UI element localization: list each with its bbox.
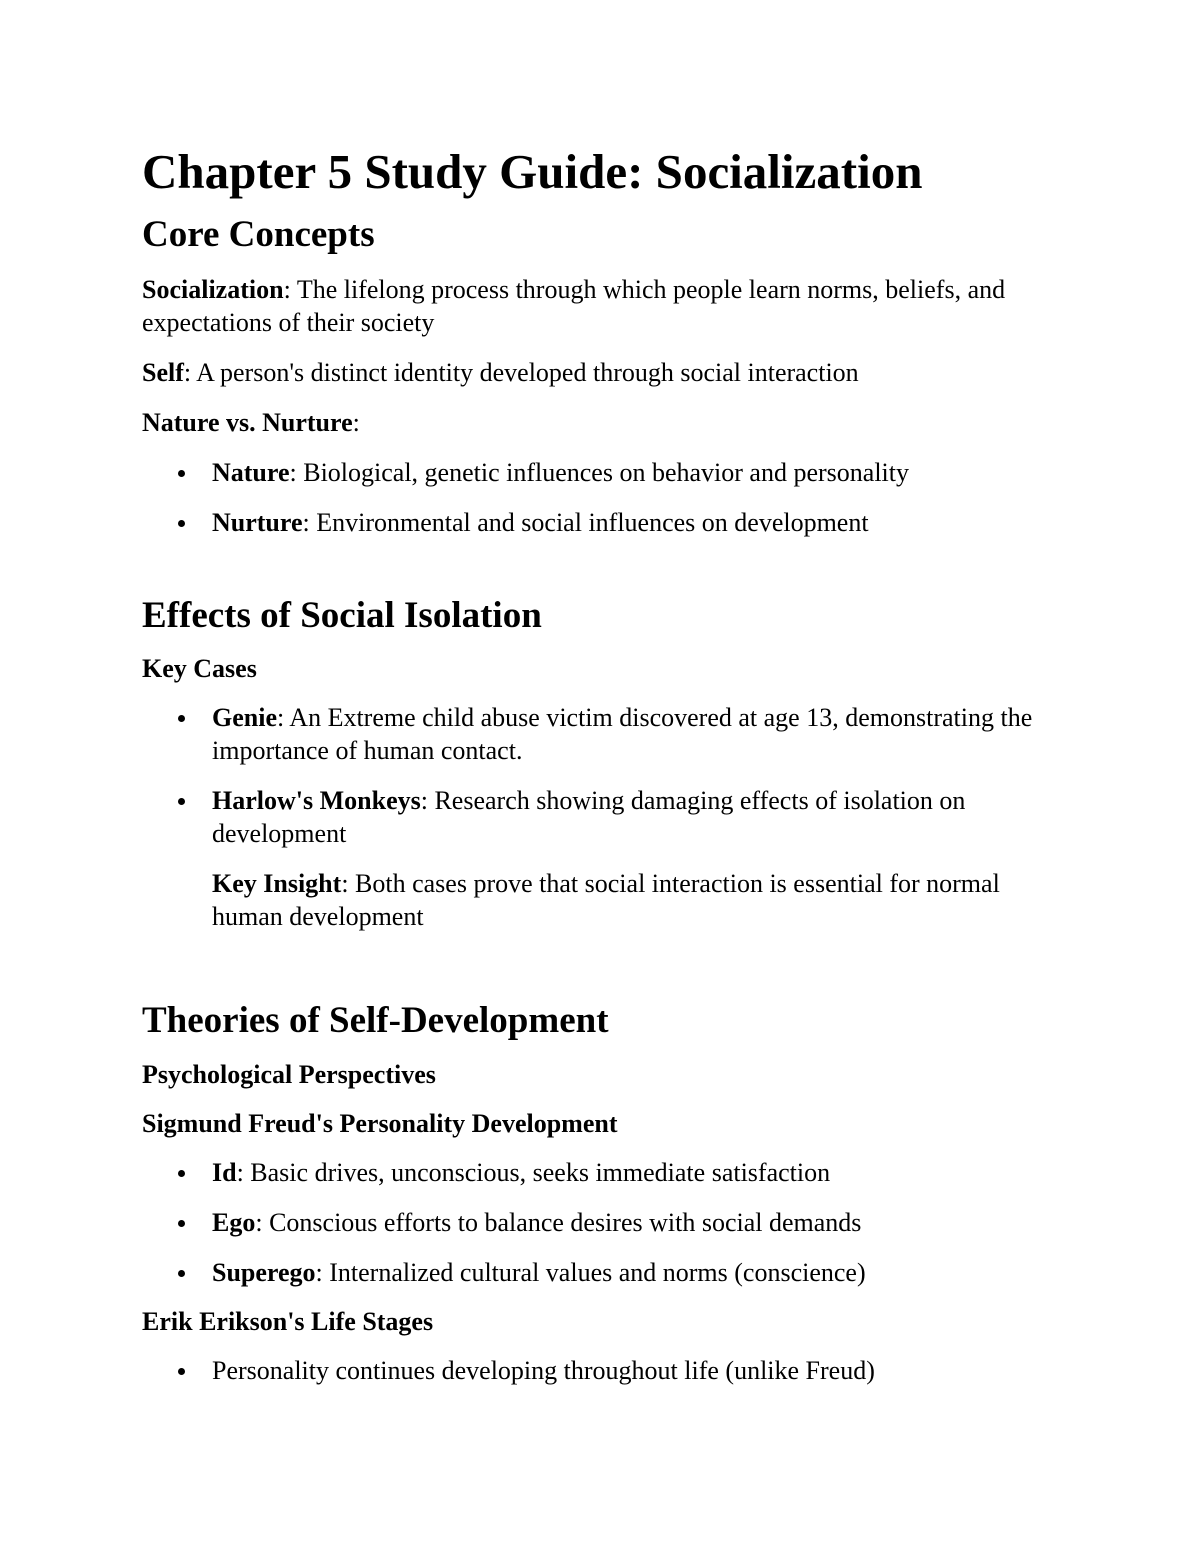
list-item (142, 1256, 1042, 1289)
key-cases-list (142, 701, 1042, 850)
term: Harlow's Monkeys (212, 786, 421, 815)
term: Genie (212, 703, 277, 732)
definition-text: : Both cases prove that social interaction is essential for normal human development (212, 869, 1000, 931)
subheading-freud: Sigmund Freud's Personality Development (142, 1109, 618, 1138)
definition-text: : An Extreme child abuse victim discovered at age 13, demonstrating the importance of human contact. (212, 703, 1033, 765)
definition-text: : Environmental and social influences on development (302, 508, 869, 537)
list-item (142, 1156, 1042, 1189)
list-item (142, 506, 1042, 539)
definition-text: : Research showing damaging effects of isolation on development (212, 786, 966, 848)
document-page (142, 140, 1042, 1387)
definition-self (142, 356, 1042, 389)
term: Ego (212, 1208, 256, 1237)
definition-text: : Conscious efforts to balance desires with social demands (255, 1208, 862, 1237)
term: Id (212, 1158, 237, 1187)
term: Socialization (142, 275, 284, 304)
bullet-icon (178, 470, 185, 477)
definition-text: : (352, 408, 360, 437)
bullet-icon (178, 1270, 185, 1277)
list-item (142, 456, 1042, 489)
bullet-icon (178, 798, 185, 805)
term: Self (142, 358, 184, 387)
list-item (142, 1354, 1042, 1387)
list-item (142, 784, 1042, 850)
nature-nurture-list (142, 456, 1042, 539)
definition-text: : Biological, genetic influences on behavior and personality (289, 458, 909, 487)
definition-text: : Basic drives, unconscious, seeks immediate satisfaction (236, 1158, 831, 1187)
term: Superego (212, 1258, 316, 1287)
section-heading-core-concepts: Core Concepts (142, 214, 375, 255)
subheading-key-cases: Key Cases (142, 654, 257, 683)
key-insight (142, 867, 1042, 933)
definition-text: : The lifelong process through which people learn norms, beliefs, and expectations of their society (142, 275, 1006, 337)
term: Nurture (212, 508, 303, 537)
section-heading-theories: Theories of Self-Development (142, 1000, 609, 1041)
bullet-icon (178, 520, 185, 527)
freud-list (142, 1156, 1042, 1289)
list-item (142, 701, 1042, 767)
bullet-icon (178, 715, 185, 722)
erikson-list (142, 1354, 1042, 1387)
page-title: Chapter 5 Study Guide: Socialization (142, 144, 923, 199)
bullet-icon (178, 1170, 185, 1177)
definition-text: : Internalized cultural values and norms (conscience) (315, 1258, 866, 1287)
subheading-erikson: Erik Erikson's Life Stages (142, 1307, 434, 1336)
list-item (142, 1206, 1042, 1239)
term: Key Insight (212, 869, 342, 898)
bullet-icon (178, 1368, 185, 1375)
subheading-psychological-perspectives: Psychological Perspectives (142, 1060, 436, 1089)
list-text: Personality continues developing throughout life (unlike Freud) (212, 1356, 875, 1385)
section-heading-social-isolation: Effects of Social Isolation (142, 595, 542, 636)
term: Nature (212, 458, 290, 487)
definition-text: : A person's distinct identity developed through social interaction (183, 358, 859, 387)
definition-nature-vs-nurture (142, 406, 1042, 439)
definition-socialization (142, 273, 1042, 339)
term: Nature vs. Nurture (142, 408, 353, 437)
bullet-icon (178, 1220, 185, 1227)
